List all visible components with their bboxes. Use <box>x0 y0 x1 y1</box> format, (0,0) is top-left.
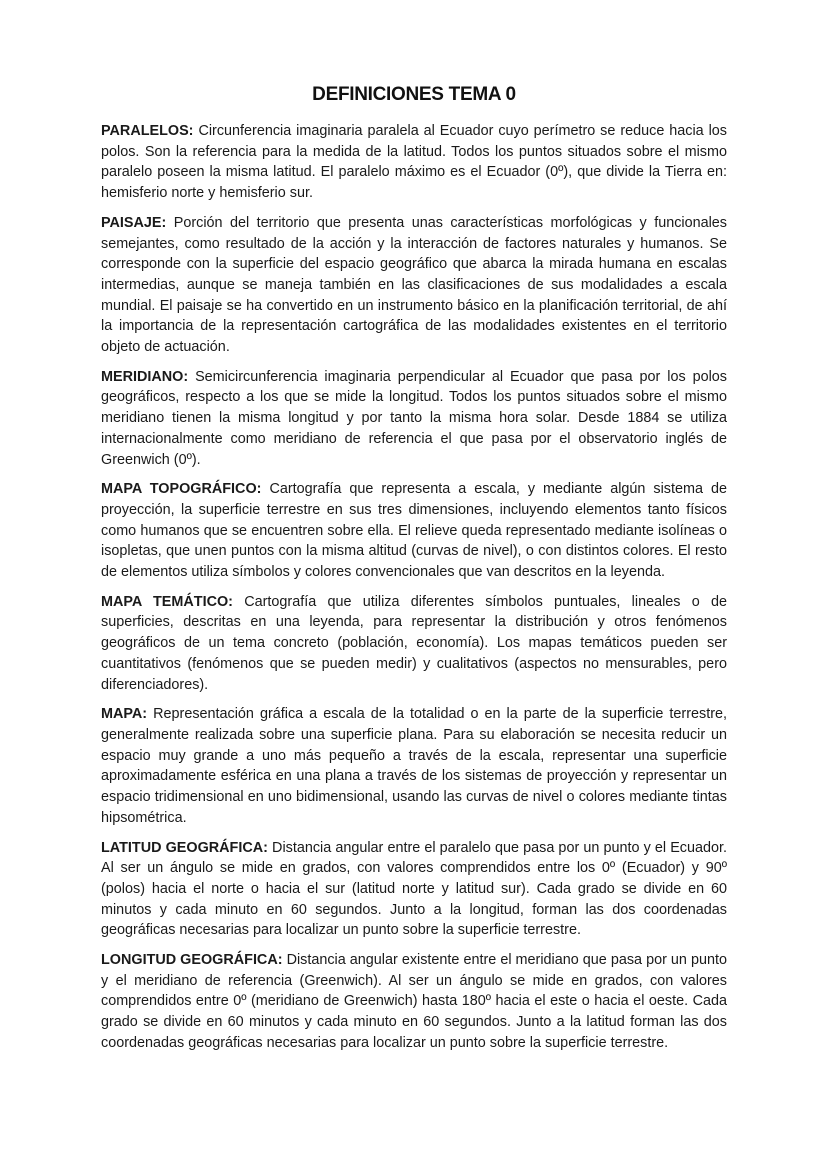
definition-latitud <box>101 838 727 942</box>
term: LATITUD GEOGRÁFICA: <box>101 839 268 856</box>
page-title: DEFINICIONES TEMA 0 <box>312 84 516 105</box>
definition-text: Cartografía que utiliza diferentes símbolos puntuales, lineales o de superficies, descritas en una leyenda, para representar la distribución y otros fenómenos geográficos de un tema concreto (población, economía). Los mapas temáticos pueden ser cuantitativos (fenómenos que se pueden medir) y cualitativos (aspectos no mensurables, pero diferenciadores). <box>101 593 727 693</box>
definition-text: Distancia angular entre el paralelo que pasa por un punto y el Ecuador. Al ser un ángulo se mide en grados, con valores comprendidos entre los 0º (Ecuador) y 90º (polos) hacia el norte o hacia el sur (latitud norte y latitud sur). Cada grado se divide en 60 minutos y cada minuto en 60 segundos. Junto a la longitud, forman las dos coordenadas geográficas necesarias para localizar un punto sobre la superficie terrestre. <box>101 839 728 939</box>
term: MAPA: <box>101 706 148 723</box>
document-page <box>101 84 727 1063</box>
term: MAPA TOPOGRÁFICO: <box>101 481 262 498</box>
definition-paisaje <box>101 213 727 358</box>
definition-paralelos <box>101 121 727 204</box>
definition-text: Semicircunferencia imaginaria perpendicular al Ecuador que pasa por los polos geográficos, respecto a los que se mide la longitud. Todos los puntos situados sobre el mismo meridiano tienen la misma longitud y por tanto la misma hora solar. Desde 1884 se utiliza internacionalmente como meridiano de referencia el que pasa por el observatorio inglés de Greenwich (0º). <box>101 368 728 468</box>
term: MERIDIANO: <box>101 368 189 385</box>
definition-longitud <box>101 950 727 1054</box>
definition-text: Porción del territorio que presenta unas características morfológicas y funcionales semejantes, como resultado de la acción y la interacción de factores naturales y humanos. Se corresponde con la superficie del espacio geográfico que abarca la mirada humana en escalas intermedias, aunque se maneja también en las clasificaciones de sus modalidades a escala mundial. El paisaje se ha convertido en un instrumento básico en la planificación territorial, de ahí la importancia de la representación cartográfica de las modalidades existentes en el territorio objeto de actuación. <box>101 214 727 356</box>
definition-text: Cartografía que representa a escala, y mediante algún sistema de proyección, la superficie terrestre en sus tres dimensiones, incluyendo elementos tanto físicos como humanos que se encuentren sobre ella. El relieve queda representado mediante isolíneas o isopletas, que unen puntos con la misma altitud (curvas de nivel), o con distintos colores. El resto de elementos utiliza símbolos y colores convencionales que van descritos en la leyenda. <box>101 481 727 581</box>
definition-text: Distancia angular existente entre el meridiano que pasa por un punto y el meridiano de referencia (Greenwich). Al ser un ángulo se mide en grados, con valores comprendidos entre 0º (meridiano de Greenwich) hasta 180º hacia el este o hacia el oeste. Cada grado se divide en 60 minutos y cada minuto en 60 segundos. Junto a la latitud forman las dos coordenadas geográficas necesarias para localizar un punto sobre la superficie terrestre. <box>101 952 727 1051</box>
definition-text: Circunferencia imaginaria paralela al Ecuador cuyo perímetro se reduce hacia los polos. Son la referencia para la medida de la latitud. Todos los puntos situados sobre el mismo paralelo poseen la misma latitud. El paralelo máximo es el Ecuador (0º), que divide la Tierra en: hemisferio norte y hemisferio sur. <box>101 123 728 202</box>
definition-mapa-tematico <box>101 592 727 696</box>
definition-meridiano <box>101 367 727 471</box>
term: PAISAJE: <box>101 214 167 231</box>
definition-mapa <box>101 704 727 828</box>
definition-text: Representación gráfica a escala de la totalidad o en la parte de la superficie terrestre, generalmente realizada sobre una superficie plana. Para su elaboración se necesita reducir un espacio muy grande a uno más pequeño a través de la escala, representar una superficie aproximadamente esférica en una plana a través de los sistemas de proyección y representar un espacio tridimensional en uno bidimensional, usando las curvas de nivel o colores mediante tintas hipsométrica. <box>101 706 727 826</box>
term: LONGITUD GEOGRÁFICA: <box>101 952 283 969</box>
definition-mapa-topografico <box>101 479 727 583</box>
term: MAPA TEMÁTICO: <box>101 593 233 610</box>
term: PARALELOS: <box>101 123 194 139</box>
